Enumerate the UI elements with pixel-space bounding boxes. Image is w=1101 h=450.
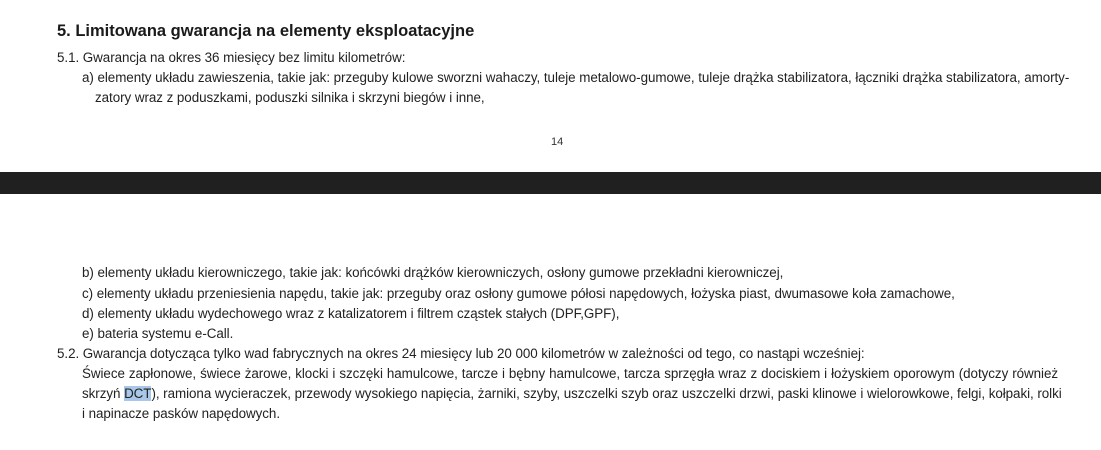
item-a-line2: zatory wraz z poduszkami, poduszki silnika i skrzyni biegów i inne, — [95, 90, 485, 105]
paragraph-line1: Świece zapłonowe, świece żarowe, klocki i szczęki hamulcowe, tarcze i bębny hamulcowe, tarcza sprzęgła wraz z dociskiem i łożyskiem oporowym (dotyczy również — [82, 366, 1058, 381]
page-15 — [0, 194, 1101, 450]
selected-text[interactable]: DCT — [124, 386, 152, 401]
page-14 — [0, 0, 1101, 172]
item-d: d) elementy układu wydechowego wraz z katalizatorem i filtrem cząstek stałych (DPF,GPF), — [82, 306, 620, 321]
section-5-2: 5.2. Gwarancja dotycząca tylko wad fabrycznych na okres 24 miesięcy lub 20 000 kilometrów w zależności od tego, co nastąpi wcześniej: — [57, 346, 865, 361]
paragraph-line2 — [82, 386, 1062, 402]
page-number: 14 — [551, 136, 564, 148]
page-separator — [0, 172, 1101, 194]
paragraph-line2-start: skrzyń — [82, 386, 125, 401]
item-e: e) bateria systemu e-Call. — [82, 326, 234, 341]
paragraph-line3: i napinacze pasków napędowych. — [82, 406, 280, 421]
section-heading: 5. Limitowana gwarancja na elementy eksploatacyjne — [57, 22, 475, 40]
paragraph-line2-rest: ), ramiona wycieraczek, przewody wysokiego napięcia, żarniki, szyby, uszczelki szyb oraz uszczelki drzwi, paski klinowe i wielorowkowe, felgi, kołpaki, rolki — [151, 386, 1062, 401]
section-5-1: 5.1. Gwarancja na okres 36 miesięcy bez limitu kilometrów: — [57, 50, 406, 65]
item-c: c) elementy układu przeniesienia napędu, takie jak: przeguby oraz osłony gumowe półosi napędowych, łożyska piast, dwumasowe koła zamachowe, — [82, 286, 955, 301]
item-a-line1: a) elementy układu zawieszenia, takie jak: przeguby kulowe sworzni wahaczy, tuleje metalowo-gumowe, tuleje drążka stabilizatora, łączniki drążka stabilizatora, amorty- — [82, 70, 1070, 85]
item-b: b) elementy układu kierowniczego, takie jak: końcówki drążków kierowniczych, osłony gumowe przekładni kierowniczej, — [82, 265, 784, 280]
